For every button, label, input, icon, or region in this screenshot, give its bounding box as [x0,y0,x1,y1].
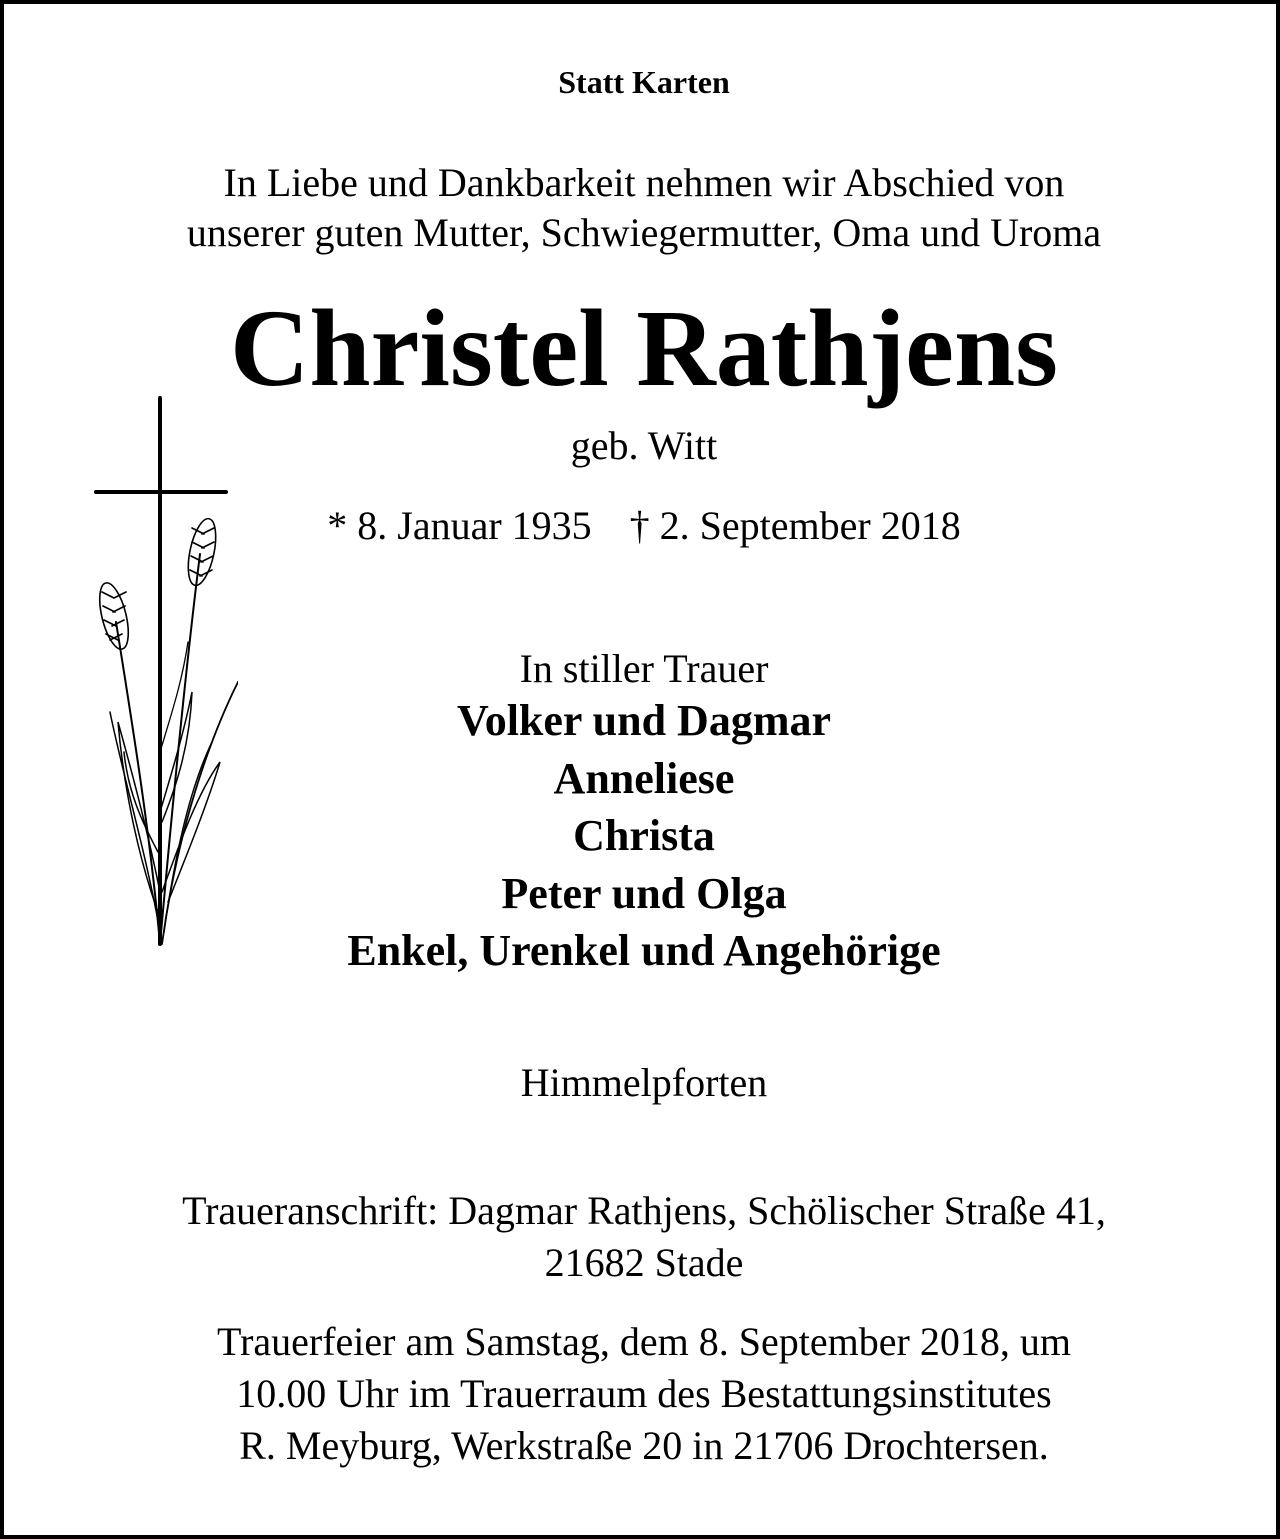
intro-text [4,158,1280,258]
place-text: Himmelpforten [520,1060,768,1105]
funeral-line: 10.00 Uhr im Trauerraum des Bestattungsinstitutes [236,1371,1052,1416]
death-date: † 2. September 2018 [629,503,961,548]
mourner-item: Anneliese [553,753,735,803]
intro-line: unserer guten Mutter, Schwiegermutter, Oma und Uroma [186,210,1102,255]
mourning-address [4,1185,1280,1289]
birth-date: * 8. Januar 1935 [327,503,592,548]
mourner-item: Volker und Dagmar [456,696,832,745]
mourning-intro: In stiller Trauer [519,646,769,691]
mourner-item: Peter und Olga [501,868,787,918]
address-line: Traueranschrift: Dagmar Rathjens, Schölischer Straße 41, [182,1188,1106,1233]
birth-name: geb. Witt [570,423,718,468]
intro-line: In Liebe und Dankbarkeit nehmen wir Abschied von [223,160,1065,205]
funeral-details [4,1316,1280,1472]
mourner-item: Christa [573,811,715,860]
deceased-name: Christel Rathjens [229,287,1058,409]
address-line: 21682 Stade [544,1240,744,1285]
cross-with-wheat-icon [88,392,238,952]
mourner-item: Enkel, Urenkel und Angehörige [347,926,941,975]
funeral-line: Trauerfeier am Samstag, dem 8. September 2018, um [217,1319,1071,1364]
funeral-line: R. Meyburg, Werkstraße 20 in 21706 Drochtersen. [239,1423,1049,1468]
kicker-text: Statt Karten [558,64,730,100]
